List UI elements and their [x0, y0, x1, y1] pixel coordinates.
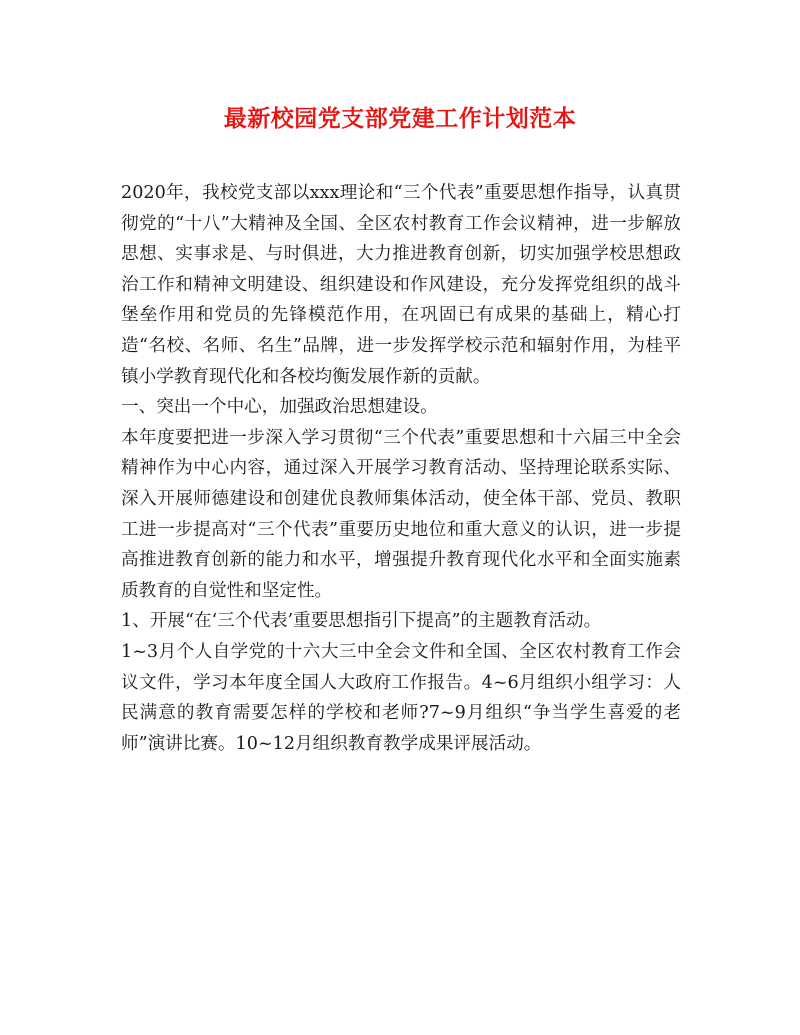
- paragraph-section-1: 本年度要把进一步深入学习贯彻“三个代表”重要思想和十六届三中全会精神作为中心内容，通过深入开展学习教育活动、坚持理论联系实际、深入开展师德建设和创建优良教师集体活动，使全体干部、党员、教职工进一步提高对“三个代表”重要历史地位和重大意义的认识，进一步提高推进教育创新的能力和水平，增强提升教育现代化水平和全面实施素质教育的自觉性和坚定性。: [121, 427, 681, 601]
- subsection-heading-1: 1、开展“在‘三个代表’重要思想指引下提高”的主题教育活动。: [121, 611, 602, 632]
- paragraph-intro: 2020年，我校党支部以xxx理论和“三个代表”重要思想作指导，认真贯彻党的“十八”大精神及全国、全区农村教育工作会议精神，进一步解放思想、实事求是、与时俱进，大力推进教育创新，切实加强学校思想政治工作和精神文明建设、组织建设和作风建设，充分发挥党组织的战斗堡垒作用和党员的先锋模范作用，在巩固已有成果的基础上，精心打造“名校、名师、名生”品牌，进一步发挥学校示范和辐射作用，为桂平镇小学教育现代化和各校均衡发展作新的贡献。: [121, 183, 681, 387]
- section-heading-1: 一、突出一个中心，加强政治思想建设。: [121, 397, 438, 418]
- paragraph-schedule: 1~3月个人自学党的十六大三中全会文件和全国、全区农村教育工作会议文件，学习本年度全国人大政府工作报告。4~6月组织小组学习：人民满意的教育需要怎样的学校和老师?7~9月组织“争当学生喜爱的老师”演讲比赛。10~12月组织教育教学成果评展活动。: [121, 641, 681, 754]
- document-body: [121, 178, 681, 759]
- document-title: 最新校园党支部党建工作计划范本: [223, 105, 577, 132]
